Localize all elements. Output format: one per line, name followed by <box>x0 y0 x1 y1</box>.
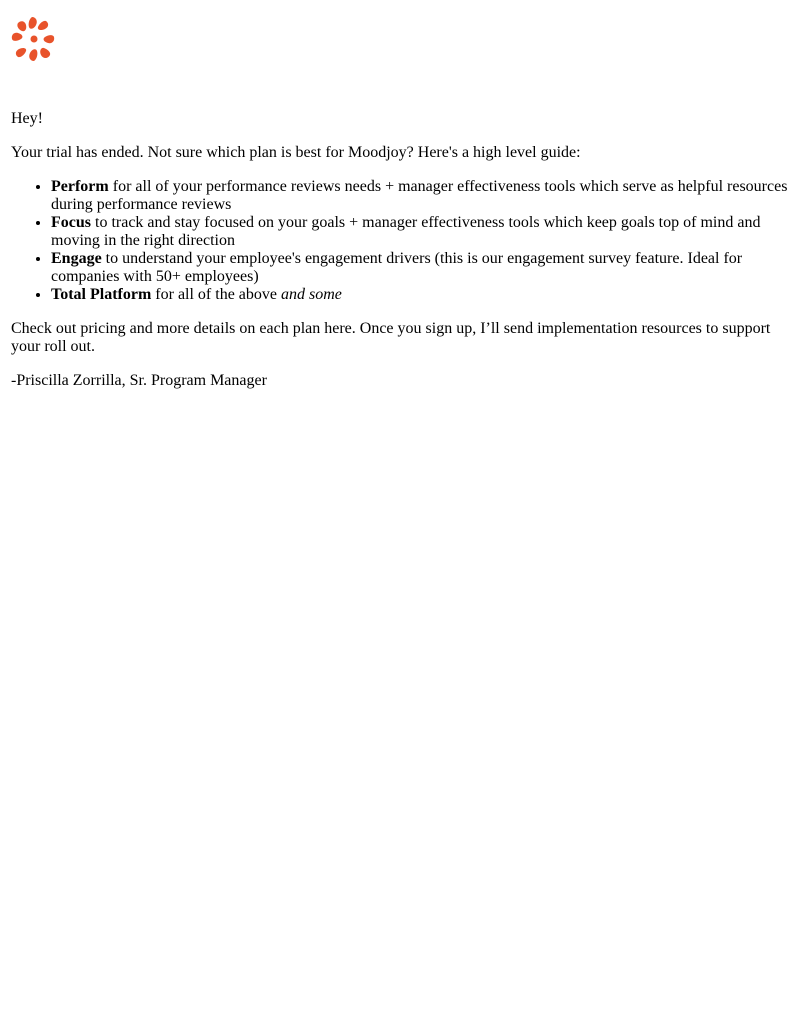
plan-name: Perform <box>51 178 109 195</box>
plan-item-total-platform <box>51 286 793 304</box>
plan-item-focus <box>51 214 793 250</box>
intro-text: Your trial has ended. Not sure which plan is best for Moodjoy? Here's a high level guide: <box>11 144 581 161</box>
pricing-link[interactable]: here <box>324 320 352 337</box>
cta-paragraph <box>11 320 793 356</box>
cta-text-before: Check out pricing and more details on each plan <box>11 320 325 337</box>
plan-list <box>11 178 793 304</box>
plan-name: Focus <box>51 214 91 231</box>
plan-item-perform <box>51 178 793 214</box>
greeting-text: Hey! <box>11 110 43 127</box>
plan-extra: and some <box>281 286 342 303</box>
moodjoy-logo-icon <box>10 15 58 63</box>
plan-description: to understand your employee's engagement drivers (this is our engagement survey feature. Ideal for companies with 50+ employees) <box>51 250 743 285</box>
plan-name: Engage <box>51 250 102 267</box>
plan-description: for all of your performance reviews needs + manager effectiveness tools which serve as helpful resources during performance reviews <box>51 178 788 213</box>
plan-description: for all of the above <box>151 286 282 303</box>
email-body <box>11 110 793 406</box>
plan-name: Total Platform <box>51 286 152 303</box>
signature: -Priscilla Zorrilla, Sr. Program Manager <box>11 372 267 389</box>
plan-description: to track and stay focused on your goals + manager effectiveness tools which keep goals top of mind and moving in the right direction <box>51 214 761 249</box>
cta-text-after: . Once you sign up, I’ll send implementation resources to support your roll out. <box>11 320 771 355</box>
plan-item-engage <box>51 250 793 286</box>
